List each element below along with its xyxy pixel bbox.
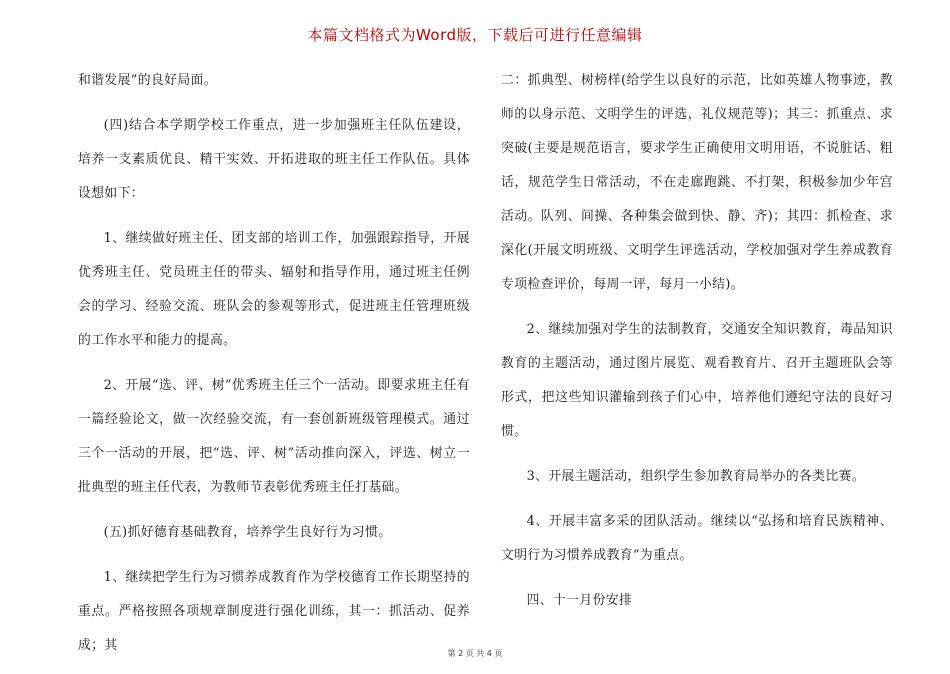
paragraph: 2、继续加强对学生的法制教育，交通安全知识教育，毒品知识教育的主题活动，通过图片展览、观看教育片、召开主题班队会等形式，把这些知识灌输到孩子们心中，培养他们遵纪守法的良好习惯。 (501, 322, 893, 439)
page-number-footer: 第 2 页 共 4 页 (447, 649, 503, 658)
document-header-notice: 本篇文档格式为Word版，下载后可进行任意编辑 (307, 26, 643, 44)
paragraph: 4、开展丰富多采的团队活动。继续以“弘扬和培育民族精神、文明行为习惯养成教育”为重点。 (501, 514, 893, 563)
right-text-column (501, 64, 893, 629)
paragraph: (四)结合本学期学校工作重点，进一步加强班主任队伍建设，培养一支素质优良、精干实效、开拓进取的班主任工作队伍。具体设想如下： (78, 118, 470, 201)
paragraph: 1、继续把学生行为习惯养成教育作为学校德育工作长期坚持的重点。严格按照各项规章制度进行强化训练，其一：抓活动、促养成；其 (78, 570, 470, 653)
paragraph: 1、继续做好班主任、团支部的培训工作，加强跟踪指导，开展优秀班主任、党员班主任的带头、辐射和指导作用，通过班主任例会的学习、经验交流、班队会的参观等形式，促进班主任管理班级的工作水平和能力的提高。 (78, 231, 470, 348)
paragraph: 2、开展“选、评、树”优秀班主任三个一活动。即要求班主任有一篇经验论文，做一次经验交流，有一套创新班级管理模式。通过三个一活动的开展，把“选、评、树”活动推向深入，评选、树立一批典型的班主任代表，为教师节表彰优秀班主任打基础。 (78, 378, 470, 495)
section-heading: 四、十一月份安排 (526, 593, 633, 608)
paragraph: 3、开展主题活动，组织学生参加教育局举办的各类比赛。 (526, 469, 866, 484)
paragraph: 和谐发展”的良好局面。 (78, 73, 217, 88)
paragraph: (五)抓好德育基础教育，培养学生良好行为习惯。 (103, 525, 392, 540)
left-text-column (78, 64, 470, 674)
paragraph: 二：抓典型、树榜样(给学生以良好的示范，比如英雄人物事迹，教师的以身示范、文明学生的评选，礼仪规范等)；其三：抓重点、求突破(主要是规范语言，要求学生正确使用文明用语，不说脏话、粗话，规范学生日常活动，不在走廊跑跳、不打架，积极参加少年宫活动。队列、间操、各种集会做到快、静、齐)；其四：抓检查、求深化(开展文明班级、文明学生评选活动，学校加强对学生养成教育专项检查评价，每周一评，每月一小结)。 (501, 73, 893, 292)
